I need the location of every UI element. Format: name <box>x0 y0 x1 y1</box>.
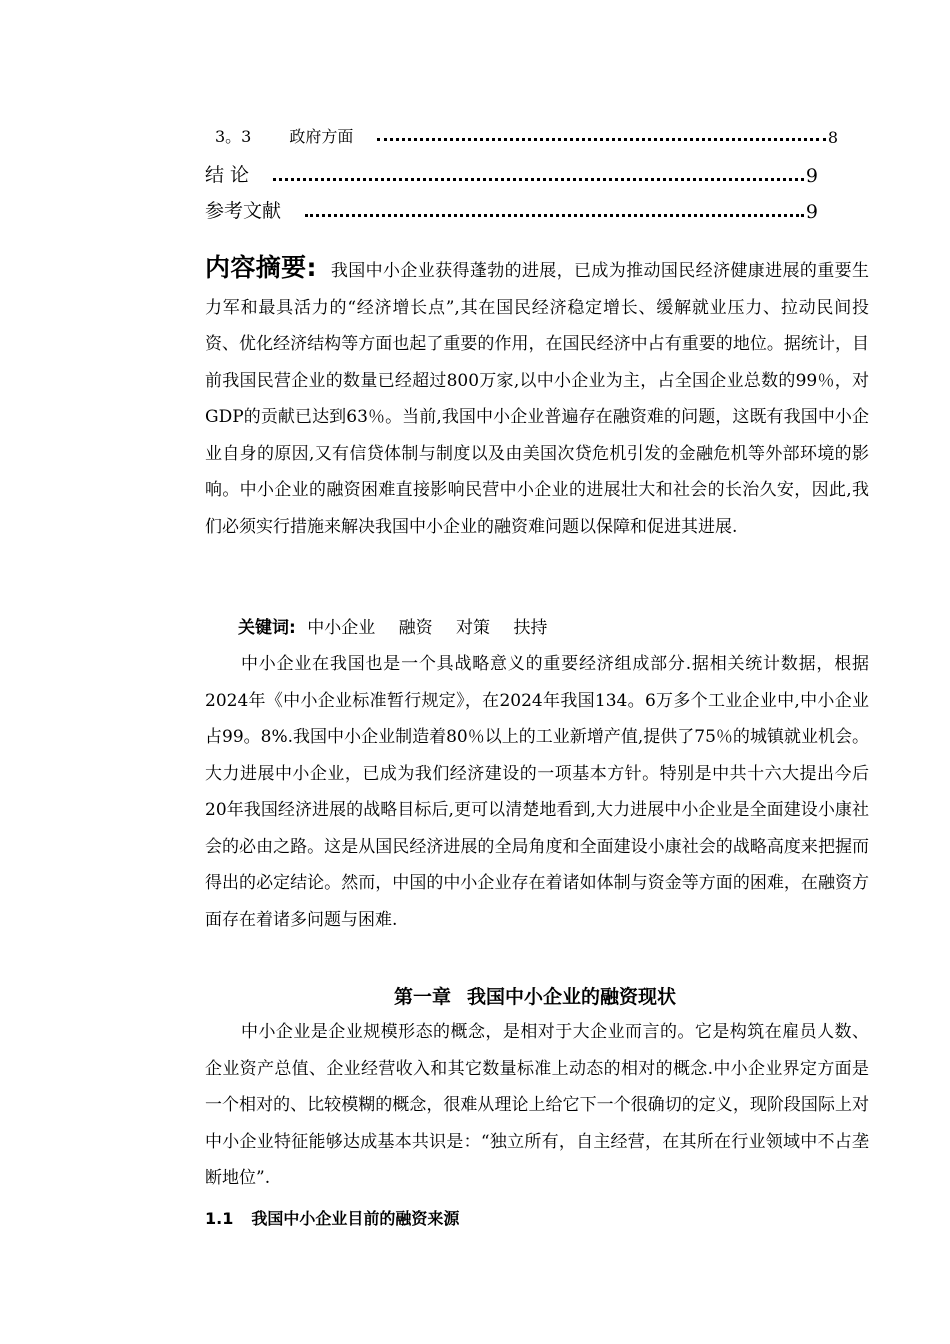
section-number: 1.1 <box>205 1209 234 1228</box>
toc-entry-label: 参考文献 <box>205 200 282 222</box>
abstract-text: 我国中小企业获得蓬勃的进展，已成为推动国民经济健康进展的重要生力军和最具活力的“经济增长点”,其在国民经济稳定增长、缓解就业压力、拉动民间投资、优化经济结构等方面也起了重要的作用，在国民经济中占有重要的地位。据统计，目前我国民营企业的数量已经超过800万家,以中小企业为主，占全国企业总数的99％，对GDP的贡献已达到63％。当前,我国中小企业普遍存在融资难的问题，这既有我国中小企业自身的原因,又有信贷体制与制度以及由美国次贷危机引发的金融危机等外部环境的影响。中小企业的融资困难直接影响民营中小企业的进展壮大和社会的长治久安，因此,我们必须实行措施来解决我国中小企业的融资难问题以保障和促进其进展. <box>205 261 869 537</box>
toc-entry-label: 政府方面 <box>289 127 354 146</box>
toc-entry-number: 3。3 <box>215 127 252 146</box>
keywords-label: 关键词: <box>238 618 296 638</box>
toc-entry[interactable] <box>205 124 838 147</box>
chapter-paragraph: 中小企业是企业规模形态的概念，是相对于大企业而言的。它是构筑在雇员人数、企业资产总值、企业经营收入和其它数量标准上动态的相对的概念.中小企业界定方面是一个相对的、比较模糊的概念，很难从理论上给它下一个很确切的定义，现阶段国际上对中小企业特征能够达成基本共识是：“独立所有，自主经营，在其所在行业领域中不占垄断地位”. <box>205 1022 869 1188</box>
section-title-text: 我国中小企业目前的融资来源 <box>251 1209 460 1228</box>
abstract-heading: 内容摘要: <box>205 253 317 282</box>
intro-paragraph: 中小企业在我国也是一个具战略意义的重要经济组成部分.据相关统计数据，根据2024年《中小企业标准暂行规定》，在2024年我国134。6万多个工业企业中,中小企业占99。8%.我国中小企业制造着80％以上的工业新增产值,提供了75％的城镇就业机会。大力进展中小企业，已成为我们经济建设的一项基本方针。特别是中共十六大提出今后20年我国经济进展的战略目标后,更可以清楚地看到,大力进展中小企业是全面建设小康社会的必由之路。这是从国民经济进展的全局角度和全面建设小康社会的战略高度来把握而得出的必定结论。然而，中国的中小企业存在着诸如体制与资金等方面的困难，在融资方面存在着诸多问题与困难. <box>205 654 869 930</box>
keyword-item: 融资 <box>398 618 433 638</box>
chapter-number: 第一章 <box>393 986 451 1008</box>
chapter-heading <box>0 982 950 1009</box>
toc-leader-dots <box>305 214 804 217</box>
toc-leader-dots <box>273 178 804 181</box>
abstract-paragraph <box>205 250 869 545</box>
toc-entry-page: 9 <box>805 201 818 223</box>
toc-entry[interactable] <box>205 160 818 187</box>
keywords-line <box>238 614 565 642</box>
toc-entry[interactable] <box>205 196 818 223</box>
keyword-item: 对策 <box>456 618 491 638</box>
toc-entry-page: 8 <box>827 128 838 147</box>
keyword-item: 扶持 <box>513 618 548 638</box>
chapter-title-text: 我国中小企业的融资现状 <box>467 986 677 1008</box>
toc-entry-label: 结 论 <box>205 164 250 186</box>
toc-leader-dots <box>377 138 825 141</box>
section-heading <box>205 1206 459 1229</box>
toc-entry-page: 9 <box>805 165 818 187</box>
keyword-item: 中小企业 <box>307 618 376 638</box>
